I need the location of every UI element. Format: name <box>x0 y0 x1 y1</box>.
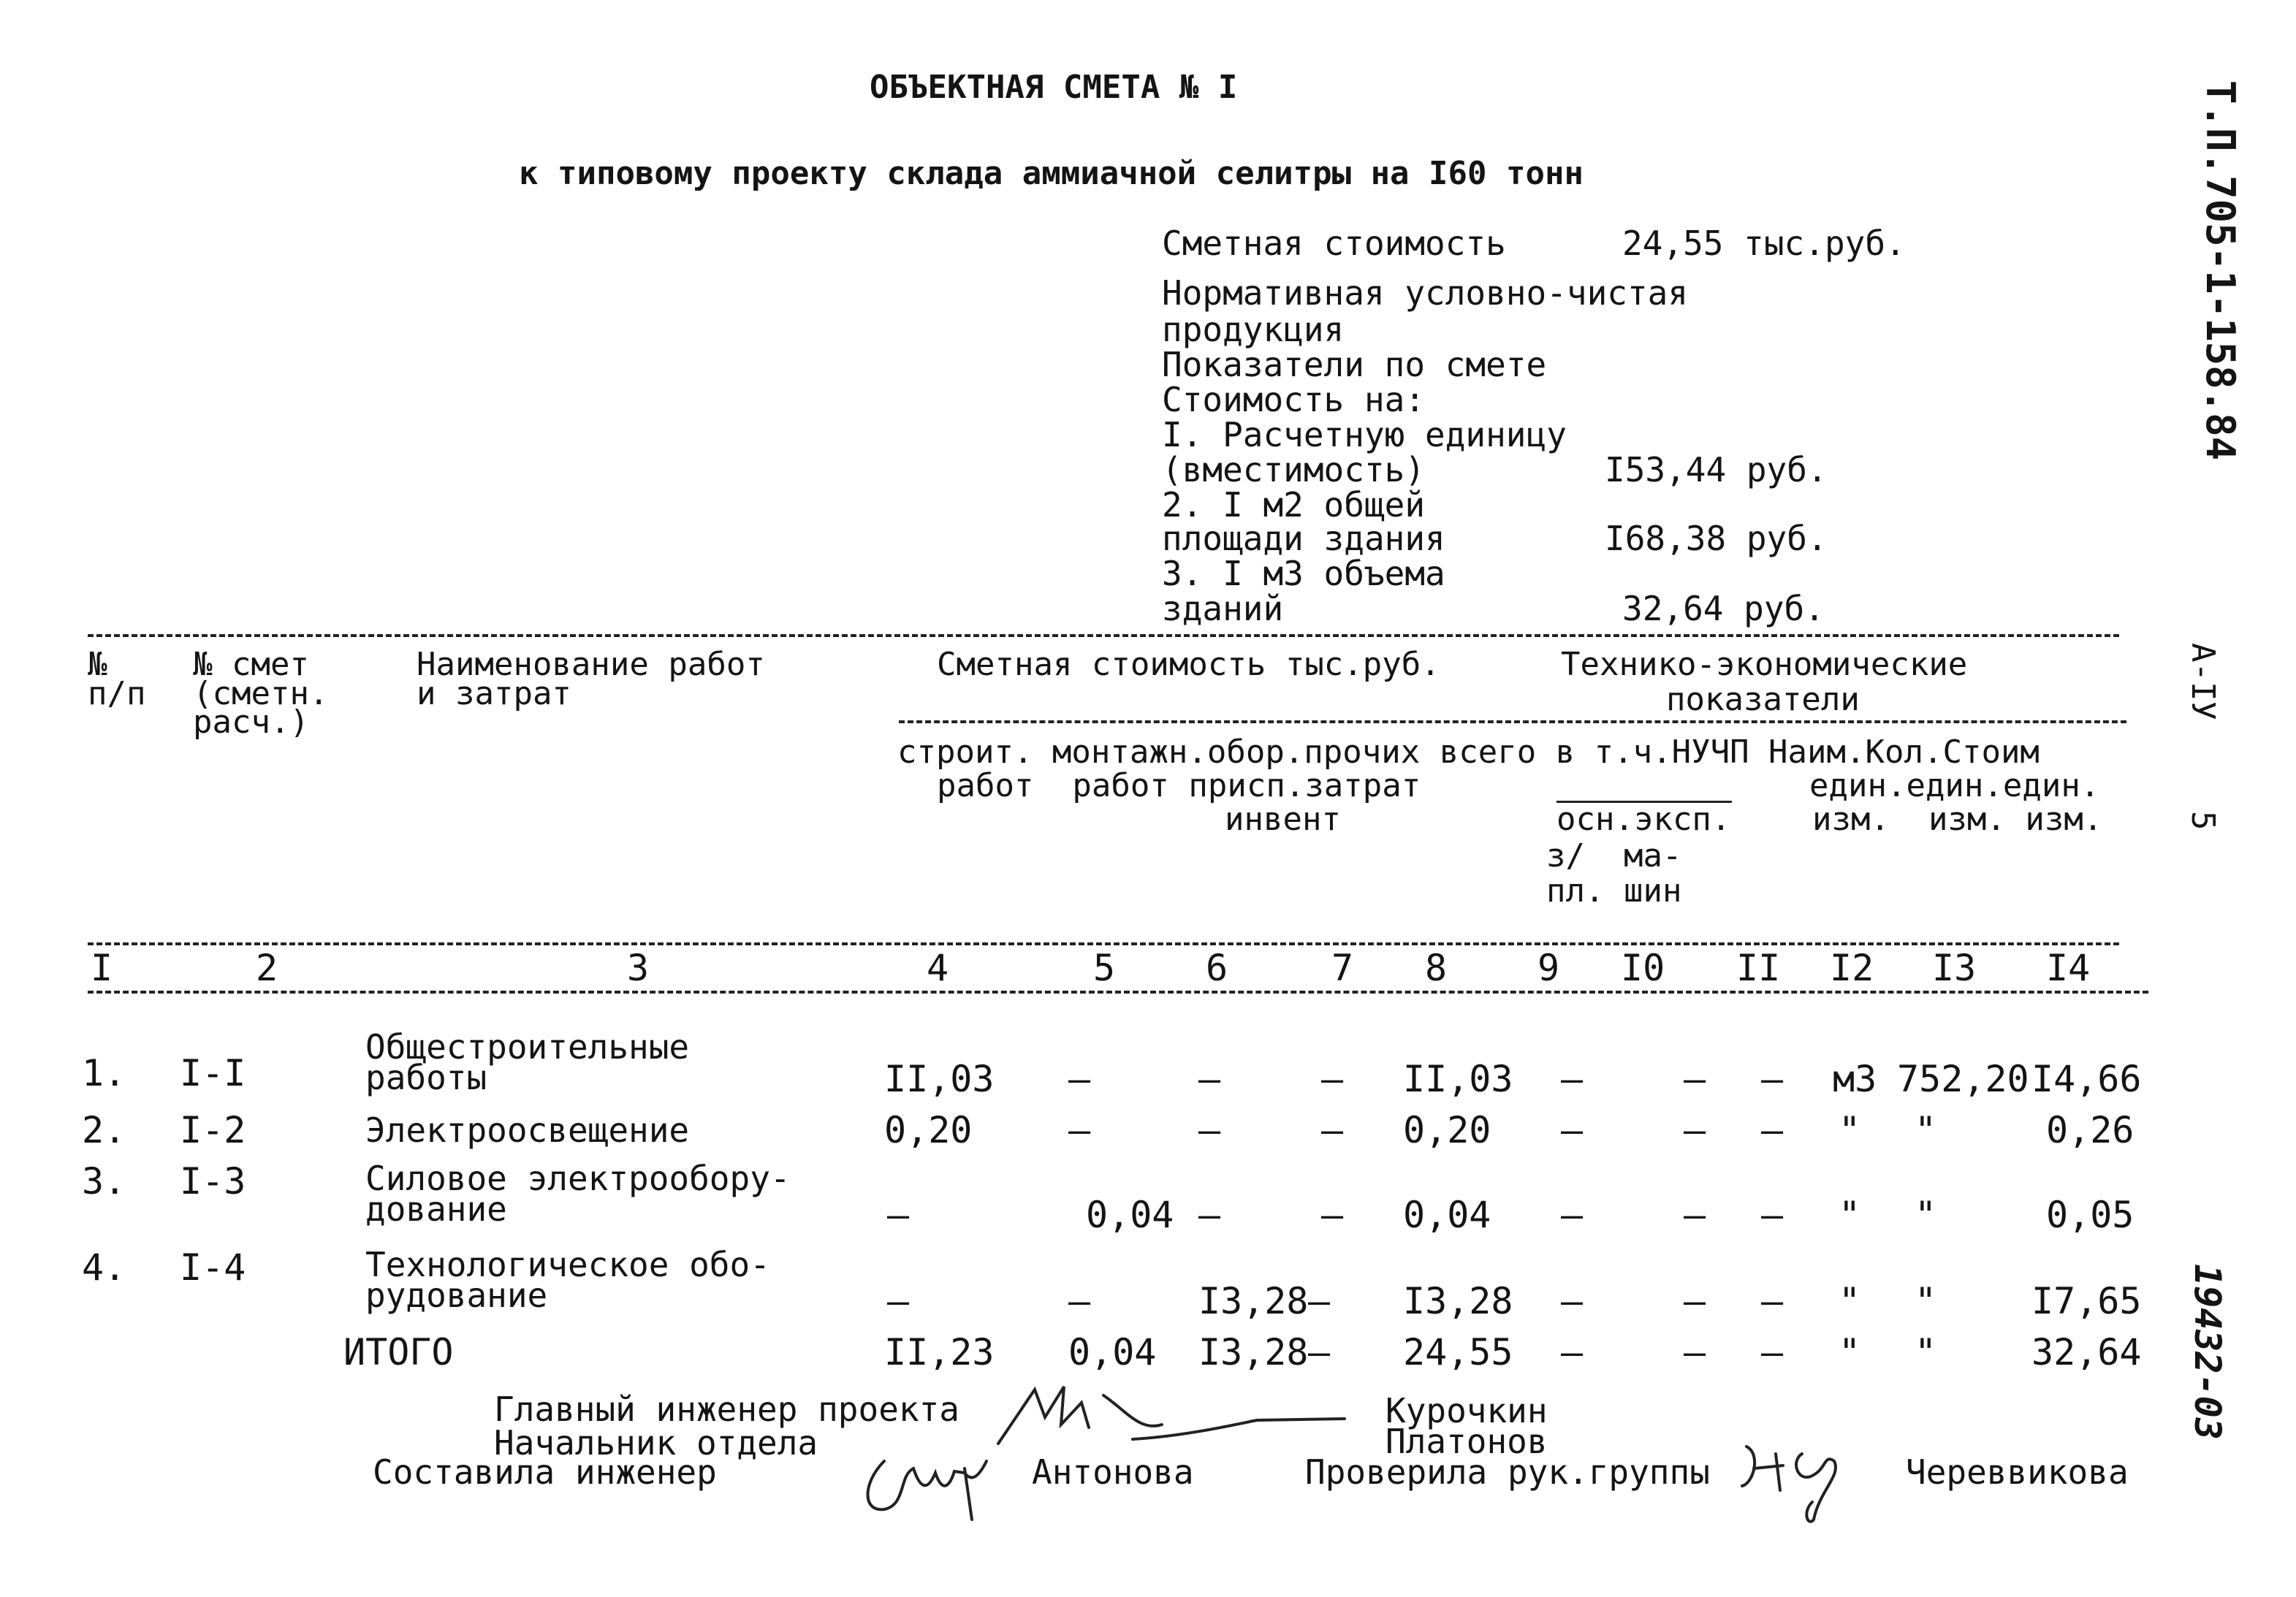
row-c4: II,03 <box>884 1058 995 1100</box>
row-c9: – <box>1561 1109 1584 1151</box>
col-number: 4 <box>927 947 949 989</box>
table-top-rule <box>88 634 2119 637</box>
header-name: Наименование работ и затрат <box>417 646 765 712</box>
header-subcols-3: инвент <box>1225 801 1341 838</box>
header-cost-group: Сметная стоимость тыс.руб. <box>937 646 1440 683</box>
row-name: Электроосвещение <box>365 1110 690 1150</box>
chief-engineer-name: Курочкин <box>1385 1391 1548 1430</box>
header-right-3: изм. изм. изм. <box>1812 801 2103 838</box>
row-c7: – <box>1321 1194 1344 1236</box>
row-est: I-4 <box>180 1246 246 1289</box>
item3-label-1: 3. I м3 объема <box>1162 554 1445 593</box>
cost-group-rule <box>899 720 2126 723</box>
row-c8: 0,04 <box>1403 1194 1491 1236</box>
row-num: 3. <box>82 1160 126 1202</box>
col-number: 6 <box>1206 947 1228 989</box>
row-c4: 0,20 <box>884 1109 973 1151</box>
row-c13: " <box>1915 1194 1937 1236</box>
row-c8: II,03 <box>1403 1058 1513 1100</box>
indicators-label: Показатели по смете <box>1162 345 1547 384</box>
header-osn-2: з/ ма- <box>1546 837 1682 874</box>
row-c4: – <box>887 1280 910 1322</box>
checked-by-signature <box>1732 1432 1871 1534</box>
col-number: I0 <box>1621 947 1665 989</box>
row-num: 1. <box>82 1052 126 1094</box>
item1-value: I53,44 руб. <box>1605 450 1828 489</box>
col-number: I3 <box>1932 947 1977 989</box>
row-c5: – <box>1068 1058 1091 1100</box>
row-c10: – <box>1684 1280 1706 1322</box>
total-c8: 24,55 <box>1403 1331 1513 1373</box>
row-c6: I3,28 <box>1198 1280 1309 1322</box>
head-of-department-label: Начальник отдела <box>494 1423 818 1463</box>
row-c9: – <box>1561 1194 1584 1236</box>
row-c11: – <box>1761 1194 1784 1236</box>
row-c7: – <box>1321 1058 1344 1100</box>
row-c6: – <box>1198 1194 1221 1236</box>
row-est: I-3 <box>180 1160 246 1202</box>
row-c10: – <box>1684 1058 1706 1100</box>
row-name: Общестроительные работы <box>365 1027 690 1098</box>
composed-by-signature <box>855 1439 1001 1527</box>
col-number: 5 <box>1093 947 1116 989</box>
row-c14: 0,05 <box>2046 1194 2135 1236</box>
header-tech-group-1: Технико-экономические <box>1561 646 1968 683</box>
document-title: ОБЪЕКТНАЯ СМЕТА № I <box>870 69 1238 106</box>
table-header-bottom-rule <box>88 942 2119 945</box>
checked-by-label: Проверила рук.группы <box>1305 1452 1710 1492</box>
col-number: II <box>1736 947 1781 989</box>
row-c12: м3 <box>1833 1058 1877 1100</box>
margin-project-code: Т.П.705-1-158.84 <box>2197 80 2243 461</box>
row-c12: " <box>1839 1194 1861 1236</box>
col-numbers-bottom-rule <box>88 991 2148 994</box>
item2-value: I68,38 руб. <box>1605 519 1828 558</box>
row-c11: – <box>1761 1109 1784 1151</box>
chief-engineer-label: Главный инженер проекта <box>494 1390 959 1429</box>
row-num: 4. <box>82 1246 126 1289</box>
row-c9: – <box>1561 1058 1584 1100</box>
row-c7: – <box>1321 1109 1344 1151</box>
row-c5: – <box>1068 1280 1091 1322</box>
row-c13: " <box>1915 1280 1937 1322</box>
total-c5: 0,04 <box>1068 1331 1157 1373</box>
row-c13: 752,20 <box>1897 1058 2029 1100</box>
header-right-2: един.един.един. <box>1809 767 2100 804</box>
head-of-department-name: Платонов <box>1385 1422 1548 1461</box>
row-c9: – <box>1561 1280 1584 1322</box>
chief-engineer-signature <box>994 1373 1374 1454</box>
row-c11: – <box>1761 1280 1784 1322</box>
margin-inventory: 19432-03 <box>2186 1264 2229 1440</box>
row-c11: – <box>1761 1058 1784 1100</box>
col-number: 3 <box>627 947 650 989</box>
col-number: 9 <box>1537 947 1560 989</box>
header-num: № п/п <box>88 646 146 712</box>
col-number: 2 <box>256 947 278 989</box>
row-est: I-I <box>180 1052 246 1094</box>
row-name: Технологическое обо- рудование <box>365 1245 770 1316</box>
item2-label-2: площади здания <box>1162 519 1445 558</box>
row-c5: – <box>1068 1109 1091 1151</box>
header-osn-1: осн.эксп. <box>1556 801 1731 838</box>
total-c13: " <box>1915 1331 1937 1373</box>
col-number: I4 <box>2046 947 2091 989</box>
margin-album: А-IУ <box>2184 643 2221 720</box>
row-name: Силовое электрообору- дование <box>365 1159 791 1230</box>
row-c4: – <box>887 1194 910 1236</box>
total-c14: 32,64 <box>2031 1331 2142 1373</box>
col-number: 8 <box>1425 947 1448 989</box>
row-c5: 0,04 <box>1086 1194 1174 1236</box>
total-c6: I3,28 <box>1198 1331 1309 1373</box>
row-c10: – <box>1684 1194 1706 1236</box>
total-label: ИТОГО <box>343 1331 454 1373</box>
norm-label-1: Нормативная условно-чистая <box>1162 273 1689 313</box>
header-subcols: строит. монтажн.обор.прочих всего в т.ч.НУЧП Наим.Кол.Стоим <box>897 733 2040 771</box>
row-c6: – <box>1198 1058 1221 1100</box>
row-num: 2. <box>82 1109 126 1151</box>
row-c14: 0,26 <box>2046 1109 2135 1151</box>
row-c8: 0,20 <box>1403 1109 1491 1151</box>
row-c10: – <box>1684 1109 1706 1151</box>
total-c11: – <box>1761 1331 1784 1373</box>
total-c9: – <box>1561 1331 1584 1373</box>
cost-on-label: Стоимость на: <box>1162 380 1426 419</box>
cost-value: 24,55 тыс.руб. <box>1622 224 1906 263</box>
header-tech-group-2: показатели <box>1666 681 1860 718</box>
header-osn-3: пл. шин <box>1546 872 1682 910</box>
col-number: I <box>91 947 113 989</box>
total-c7: – <box>1308 1331 1331 1373</box>
header-est: № смет (сметн. расч.) <box>193 646 329 742</box>
col-number: 7 <box>1331 947 1354 989</box>
row-est: I-2 <box>180 1109 246 1151</box>
row-c8: I3,28 <box>1403 1280 1513 1322</box>
row-c14: I7,65 <box>2031 1280 2142 1322</box>
norm-label-2: продукция <box>1162 310 1345 349</box>
item2-label-1: 2. I м2 общей <box>1162 485 1426 525</box>
total-c4: II,23 <box>884 1331 995 1373</box>
checked-by-name: Череввикова <box>1906 1452 2129 1492</box>
item1-label-1: I. Расчетную единицу <box>1162 415 1567 454</box>
total-c10: – <box>1684 1331 1706 1373</box>
row-c14: I4,66 <box>2031 1058 2142 1100</box>
total-c12: " <box>1839 1331 1861 1373</box>
header-subcols-2: работ работ присп.затрат <box>937 767 1421 804</box>
document-subtitle: к типовому проекту склада аммиачной селитры на I60 тонн <box>519 155 1584 192</box>
col-number: I2 <box>1830 947 1874 989</box>
composed-by-label: Составила инженер <box>373 1452 717 1492</box>
item1-label-2: (вместимость) <box>1162 450 1426 489</box>
item3-label-2: зданий <box>1162 589 1284 628</box>
cost-label: Сметная стоимость <box>1162 224 1506 263</box>
margin-page: 5 <box>2184 811 2221 831</box>
composed-by-name: Антонова <box>1032 1452 1194 1492</box>
row-c12: " <box>1839 1280 1861 1322</box>
row-c13: " <box>1915 1109 1937 1151</box>
row-c7: – <box>1308 1280 1331 1322</box>
row-c12: " <box>1839 1109 1861 1151</box>
row-c6: – <box>1198 1109 1221 1151</box>
item3-value: 32,64 руб. <box>1622 589 1825 628</box>
